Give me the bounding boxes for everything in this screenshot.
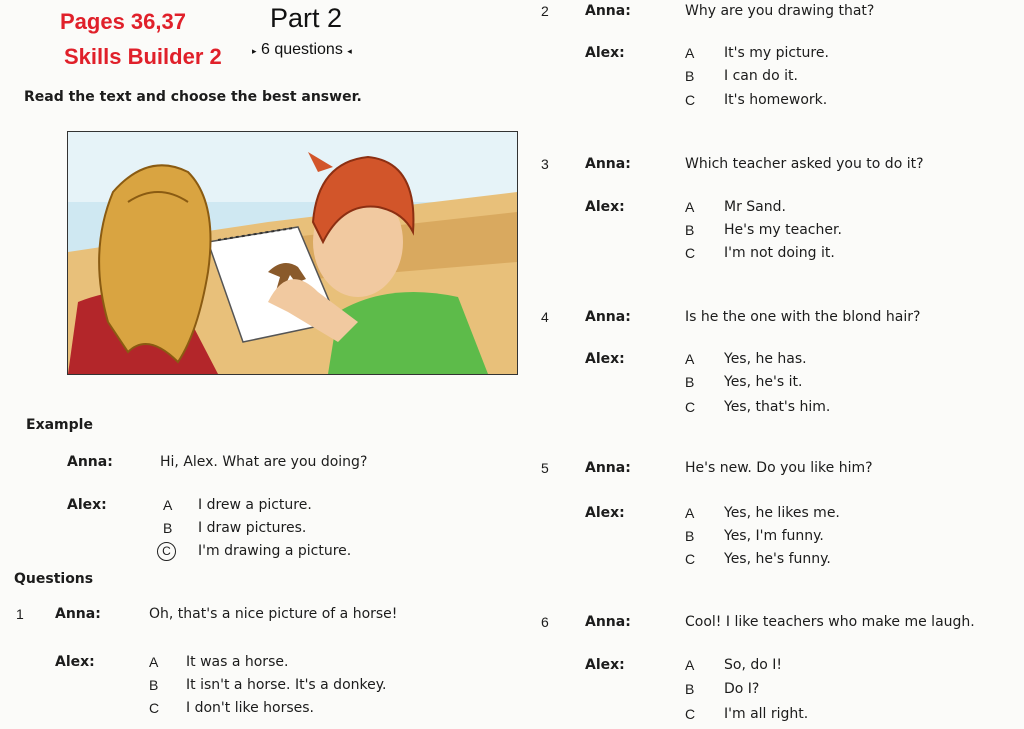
question-1-option-b-letter[interactable]: B <box>149 677 159 693</box>
question-5-speaker-alex: Alex: <box>585 505 625 521</box>
questions-label: Questions <box>14 571 94 587</box>
example-option-a-letter: A <box>163 497 173 513</box>
question-2-line: Why are you drawing that? <box>685 3 875 19</box>
instruction: Read the text and choose the best answer. <box>24 89 362 105</box>
question-3-line: Which teacher asked you to do it? <box>685 156 924 172</box>
question-5-option-a[interactable]: Yes, he likes me. <box>724 505 840 521</box>
question-5-speaker-anna: Anna: <box>585 460 631 476</box>
question-6-line: Cool! I like teachers who make me laugh. <box>685 614 975 630</box>
question-1-option-a[interactable]: It was a horse. <box>186 654 289 670</box>
question-2-speaker-anna: Anna: <box>585 3 631 19</box>
question-2-number: 2 <box>541 3 549 19</box>
question-3-number: 3 <box>541 156 549 172</box>
question-4-option-b[interactable]: Yes, he's it. <box>724 374 803 390</box>
question-6-option-a-letter[interactable]: A <box>685 657 695 673</box>
arrow-left-icon: ◂ <box>347 46 352 56</box>
question-4-option-c[interactable]: Yes, that's him. <box>724 399 831 415</box>
part-title: Part 2 <box>270 3 343 33</box>
question-6-speaker-anna: Anna: <box>585 614 631 630</box>
question-1-option-c[interactable]: I don't like horses. <box>186 700 314 716</box>
question-4-option-b-letter[interactable]: B <box>685 374 695 390</box>
question-5-option-b-letter[interactable]: B <box>685 528 695 544</box>
question-2-option-c-letter[interactable]: C <box>685 92 696 108</box>
question-4-number: 4 <box>541 309 549 325</box>
question-2-option-a-letter[interactable]: A <box>685 45 695 61</box>
question-4-option-c-letter[interactable]: C <box>685 399 696 415</box>
question-3-option-b[interactable]: He's my teacher. <box>724 222 842 238</box>
question-6-option-c[interactable]: I'm all right. <box>724 706 809 722</box>
question-4-speaker-alex: Alex: <box>585 351 625 367</box>
questions-count-label: 6 questions <box>260 41 343 58</box>
example-option-b-letter: B <box>163 520 173 536</box>
arrow-right-icon: ▸ <box>252 46 257 56</box>
example-line: Hi, Alex. What are you doing? <box>160 454 368 470</box>
questions-count <box>252 41 352 59</box>
question-3-option-a-letter[interactable]: A <box>685 199 695 215</box>
question-6-option-b-letter[interactable]: B <box>685 681 695 697</box>
illustration <box>67 131 518 375</box>
question-4-option-a[interactable]: Yes, he has. <box>724 351 807 367</box>
example-speaker-anna: Anna: <box>67 454 113 470</box>
example-label: Example <box>26 417 93 433</box>
question-1-speaker-anna: Anna: <box>55 606 101 622</box>
question-2-option-b-letter[interactable]: B <box>685 68 695 84</box>
question-5-option-c[interactable]: Yes, he's funny. <box>724 551 831 567</box>
example-option-c-letter <box>161 542 176 561</box>
question-6-option-a[interactable]: So, do I! <box>724 657 782 673</box>
example-option-c: I'm drawing a picture. <box>198 543 352 559</box>
question-1-option-b[interactable]: It isn't a horse. It's a donkey. <box>186 677 387 693</box>
question-4-option-a-letter[interactable]: A <box>685 351 695 367</box>
question-5-option-b[interactable]: Yes, I'm funny. <box>724 528 824 544</box>
question-1-speaker-alex: Alex: <box>55 654 95 670</box>
example-speaker-alex: Alex: <box>67 497 107 513</box>
question-3-option-b-letter[interactable]: B <box>685 222 695 238</box>
question-2-option-c[interactable]: It's homework. <box>724 92 828 108</box>
question-4-speaker-anna: Anna: <box>585 309 631 325</box>
question-6-number: 6 <box>541 614 549 630</box>
question-3-speaker-anna: Anna: <box>585 156 631 172</box>
question-2-option-b[interactable]: I can do it. <box>724 68 798 84</box>
example-option-b: I draw pictures. <box>198 520 307 536</box>
question-4-line: Is he the one with the blond hair? <box>685 309 921 325</box>
question-5-option-a-letter[interactable]: A <box>685 505 695 521</box>
question-3-option-c-letter[interactable]: C <box>685 245 696 261</box>
question-5-number: 5 <box>541 460 549 476</box>
question-3-option-a[interactable]: Mr Sand. <box>724 199 786 215</box>
question-1-line: Oh, that's a nice picture of a horse! <box>149 606 398 622</box>
example-option-a: I drew a picture. <box>198 497 312 513</box>
question-3-speaker-alex: Alex: <box>585 199 625 215</box>
question-5-option-c-letter[interactable]: C <box>685 551 696 567</box>
question-5-line: He's new. Do you like him? <box>685 460 873 476</box>
book-title: Skills Builder 2 <box>64 44 222 69</box>
question-1-option-a-letter[interactable]: A <box>149 654 159 670</box>
question-6-option-b[interactable]: Do I? <box>724 681 760 697</box>
question-6-speaker-alex: Alex: <box>585 657 625 673</box>
question-1-option-c-letter[interactable]: C <box>149 700 160 716</box>
question-3-option-c[interactable]: I'm not doing it. <box>724 245 835 261</box>
question-6-option-c-letter[interactable]: C <box>685 706 696 722</box>
question-2-speaker-alex: Alex: <box>585 45 625 61</box>
question-2-option-a[interactable]: It's my picture. <box>724 45 829 61</box>
kids-drawing-illustration <box>68 132 517 374</box>
question-1-number: 1 <box>16 606 24 622</box>
circled-answer-icon: C <box>157 542 176 561</box>
page-reference: Pages 36,37 <box>60 9 186 34</box>
